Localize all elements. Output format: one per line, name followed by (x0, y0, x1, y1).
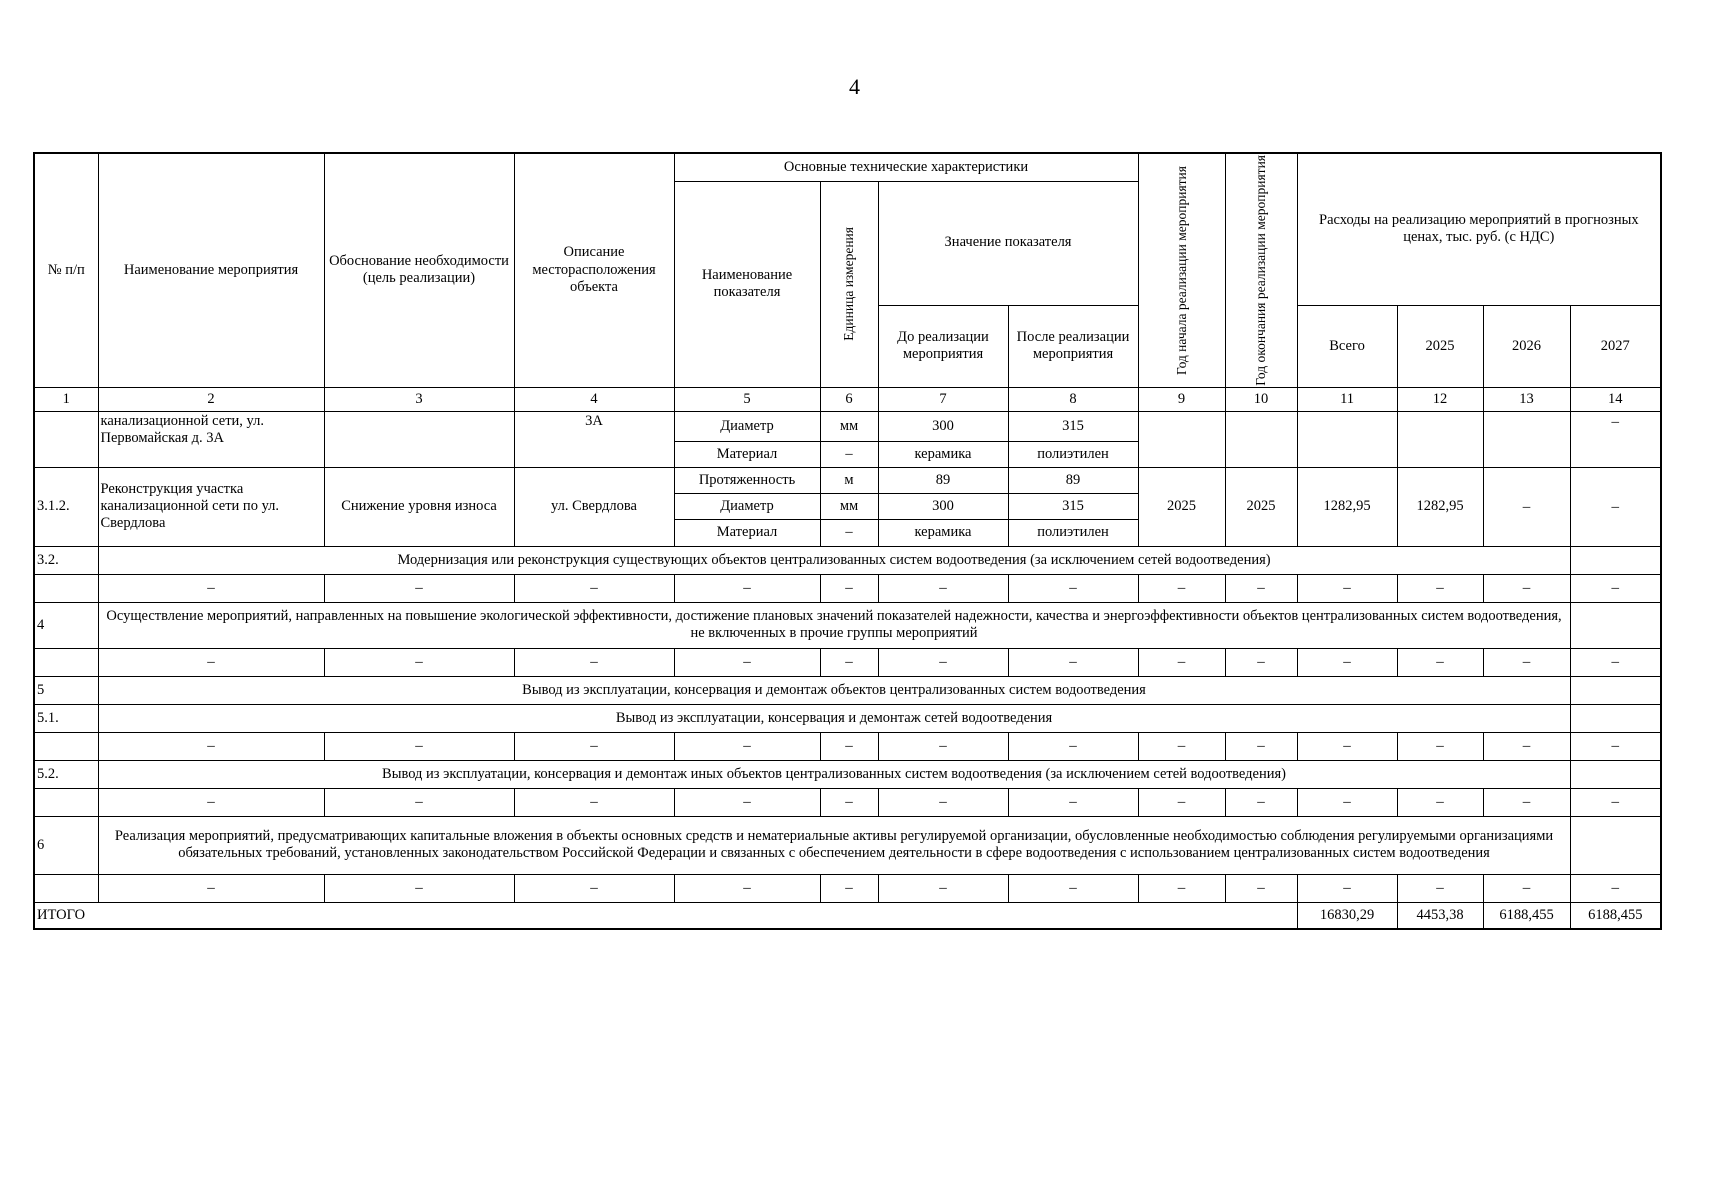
indicator-name: Материал (674, 441, 820, 467)
header-indicator-name: Наименование показателя (674, 181, 820, 387)
section-row (34, 546, 1661, 574)
item-total: 1282,95 (1297, 467, 1397, 546)
dash-cell: – (674, 874, 820, 902)
dash-cell: – (1138, 732, 1225, 760)
dash-row (34, 874, 1661, 902)
indicator-unit: мм (820, 493, 878, 519)
table-row (34, 467, 1661, 493)
section-title: Вывод из эксплуатации, консервация и демонтаж сетей водоотведения (98, 704, 1570, 732)
dash-row-num (34, 574, 98, 602)
col-number: 4 (514, 387, 674, 411)
dash-row-num (34, 874, 98, 902)
item-num: 3.1.2. (34, 467, 98, 546)
cont-year-end (1225, 411, 1297, 467)
dash-cell: – (1570, 788, 1661, 816)
dash-cell: – (324, 874, 514, 902)
cont-year-start (1138, 411, 1225, 467)
indicator-unit: – (820, 441, 878, 467)
cont-name: канализационной сети, ул. Первомайская д. 3А (98, 411, 324, 467)
item-year-start: 2025 (1138, 467, 1225, 546)
indicator-name: Материал (674, 519, 820, 546)
item-location: ул. Свердлова (514, 467, 674, 546)
dash-cell: – (878, 732, 1008, 760)
header-year-start: Год начала реализации мероприятия (1138, 153, 1225, 387)
dash-cell: – (1570, 574, 1661, 602)
section-num: 5 (34, 676, 98, 704)
dash-cell: – (514, 788, 674, 816)
col-number: 9 (1138, 387, 1225, 411)
indicator-after: полиэтилен (1008, 441, 1138, 467)
item-2026: – (1483, 467, 1570, 546)
header-name: Наименование мероприятия (98, 153, 324, 387)
section-num: 6 (34, 816, 98, 874)
section-row (34, 704, 1661, 732)
cont-num (34, 411, 98, 467)
dash-cell: – (514, 648, 674, 676)
dash-cell: – (1397, 648, 1483, 676)
page-number: 4 (849, 74, 860, 99)
dash-cell: – (1483, 648, 1570, 676)
dash-cell: – (1225, 574, 1297, 602)
header-total: Всего (1297, 305, 1397, 387)
dash-cell: – (1397, 788, 1483, 816)
indicator-after: полиэтилен (1008, 519, 1138, 546)
dash-cell: – (674, 648, 820, 676)
totals-row (34, 902, 1661, 929)
section-row (34, 602, 1661, 648)
totals-2026: 6188,455 (1483, 902, 1570, 929)
col-number: 6 (820, 387, 878, 411)
cont-justification (324, 411, 514, 467)
section-title: Вывод из эксплуатации, консервация и демонтаж иных объектов централизованных систем водоотведения (за исключением сетей водоотведения) (98, 760, 1570, 788)
header-tech-group: Основные технические характеристики (674, 153, 1138, 181)
dash-cell: – (1225, 874, 1297, 902)
section-title: Модернизация или реконструкция существующих объектов централизованных систем водоотведения (за исключением сетей водоотведения) (98, 546, 1570, 574)
dash-cell: – (1297, 648, 1397, 676)
col-number: 7 (878, 387, 1008, 411)
header-cost-group: Расходы на реализацию мероприятий в прогнозных ценах, тыс. руб. (с НДС) (1297, 153, 1661, 305)
dash-row (34, 732, 1661, 760)
dash-cell: – (1008, 732, 1138, 760)
dash-cell: – (1397, 574, 1483, 602)
dash-cell: – (324, 648, 514, 676)
item-name: Реконструкция участка канализационной сети по ул. Свердлова (98, 467, 324, 546)
dash-cell: – (1138, 788, 1225, 816)
dash-cell: – (1138, 874, 1225, 902)
section-title: Реализация мероприятий, предусматривающих капитальные вложения в объекты основных средств и нематериальные активы регулируемой организации, обусловленные необходимостью соблюдения регулируемыми организациями обязательных требований, установленных законодательством Российской Федерации и связанных с обеспечением деятельности в сфере водоотведения с использованием централизованных систем водоотведения (98, 816, 1570, 874)
dash-cell: – (1008, 874, 1138, 902)
dash-cell: – (1570, 874, 1661, 902)
dash-cell: – (324, 574, 514, 602)
section-title: Осуществление мероприятий, направленных на повышение экологической эффективности, достижение плановых значений показателей надежности, качества и энергоэффективности объектов централизованных систем водоотведения, не включенных в прочие группы мероприятий (98, 602, 1570, 648)
dash-cell: – (1297, 574, 1397, 602)
dash-cell: – (1483, 732, 1570, 760)
indicator-unit: – (820, 519, 878, 546)
section-end-cell (1570, 816, 1661, 874)
dash-row-num (34, 648, 98, 676)
dash-cell: – (1397, 874, 1483, 902)
section-row (34, 676, 1661, 704)
dash-cell: – (514, 732, 674, 760)
indicator-before: керамика (878, 441, 1008, 467)
indicator-name: Диаметр (674, 493, 820, 519)
indicator-unit: м (820, 467, 878, 493)
dash-cell: – (1297, 788, 1397, 816)
totals-2025: 4453,38 (1397, 902, 1483, 929)
dash-cell: – (1570, 648, 1661, 676)
section-end-cell (1570, 602, 1661, 648)
section-end-cell (1570, 676, 1661, 704)
header-2027: 2027 (1570, 305, 1661, 387)
dash-cell: – (1008, 574, 1138, 602)
section-end-cell (1570, 704, 1661, 732)
dash-cell: – (1483, 574, 1570, 602)
dash-cell: – (820, 788, 878, 816)
totals-2027: 6188,455 (1570, 902, 1661, 929)
dash-cell: – (1225, 732, 1297, 760)
section-row (34, 816, 1661, 874)
dash-cell: – (98, 648, 324, 676)
section-num: 4 (34, 602, 98, 648)
dash-cell: – (878, 574, 1008, 602)
column-numbers-row (34, 387, 1661, 411)
dash-cell: – (1570, 732, 1661, 760)
totals-label: ИТОГО (34, 902, 1297, 929)
dash-cell: – (98, 732, 324, 760)
section-num: 5.1. (34, 704, 98, 732)
col-number: 12 (1397, 387, 1483, 411)
cont-location: 3А (514, 411, 674, 467)
cont-total (1297, 411, 1397, 467)
dash-cell: – (878, 874, 1008, 902)
section-row (34, 760, 1661, 788)
section-num: 5.2. (34, 760, 98, 788)
dash-cell: – (1008, 648, 1138, 676)
dash-cell: – (514, 874, 674, 902)
dash-cell: – (1225, 788, 1297, 816)
indicator-after: 89 (1008, 467, 1138, 493)
dash-cell: – (820, 574, 878, 602)
col-number: 2 (98, 387, 324, 411)
cont-2027: – (1570, 411, 1661, 467)
indicator-before: 89 (878, 467, 1008, 493)
col-number: 10 (1225, 387, 1297, 411)
header-after: После реализации мероприятия (1008, 305, 1138, 387)
indicator-before: 300 (878, 411, 1008, 441)
section-num: 3.2. (34, 546, 98, 574)
table-row (34, 411, 1661, 441)
indicator-name: Диаметр (674, 411, 820, 441)
item-2025: 1282,95 (1397, 467, 1483, 546)
dash-cell: – (820, 732, 878, 760)
dash-row-num (34, 732, 98, 760)
item-year-end: 2025 (1225, 467, 1297, 546)
header-2026: 2026 (1483, 305, 1570, 387)
item-2027: – (1570, 467, 1661, 546)
dash-cell: – (1483, 874, 1570, 902)
indicator-unit: мм (820, 411, 878, 441)
indicator-before: 300 (878, 493, 1008, 519)
header-location: Описание месторасположения объекта (514, 153, 674, 387)
header-justification: Обоснование необходимости (цель реализации) (324, 153, 514, 387)
dash-cell: – (674, 732, 820, 760)
dash-cell: – (1483, 788, 1570, 816)
header-num: № п/п (34, 153, 98, 387)
dash-cell: – (1138, 574, 1225, 602)
measures-table (33, 152, 1662, 930)
col-number: 8 (1008, 387, 1138, 411)
dash-row (34, 574, 1661, 602)
indicator-after: 315 (1008, 493, 1138, 519)
dash-cell: – (1297, 732, 1397, 760)
header-year-end: Год окончания реализации мероприятия (1225, 153, 1297, 387)
dash-cell: – (1225, 648, 1297, 676)
dash-cell: – (1138, 648, 1225, 676)
dash-row-num (34, 788, 98, 816)
dash-cell: – (98, 874, 324, 902)
dash-cell: – (878, 788, 1008, 816)
col-number: 11 (1297, 387, 1397, 411)
cont-2026 (1483, 411, 1570, 467)
header-2025: 2025 (1397, 305, 1483, 387)
section-title: Вывод из эксплуатации, консервация и демонтаж объектов централизованных систем водоотведения (98, 676, 1570, 704)
dash-cell: – (878, 648, 1008, 676)
header-row-1 (34, 153, 1661, 181)
dash-row (34, 788, 1661, 816)
dash-cell: – (674, 574, 820, 602)
header-unit: Единица измерения (820, 181, 878, 387)
indicator-after: 315 (1008, 411, 1138, 441)
dash-cell: – (820, 874, 878, 902)
totals-total: 16830,29 (1297, 902, 1397, 929)
section-end-cell (1570, 546, 1661, 574)
item-justification: Снижение уровня износа (324, 467, 514, 546)
col-number: 3 (324, 387, 514, 411)
dash-cell: – (324, 788, 514, 816)
dash-cell: – (1397, 732, 1483, 760)
dash-cell: – (514, 574, 674, 602)
indicator-name: Протяженность (674, 467, 820, 493)
dash-cell: – (1008, 788, 1138, 816)
dash-cell: – (98, 574, 324, 602)
dash-cell: – (820, 648, 878, 676)
dash-row (34, 648, 1661, 676)
dash-cell: – (324, 732, 514, 760)
col-number: 14 (1570, 387, 1661, 411)
col-number: 1 (34, 387, 98, 411)
dash-cell: – (1297, 874, 1397, 902)
dash-cell: – (98, 788, 324, 816)
header-value-group: Значение показателя (878, 181, 1138, 305)
section-end-cell (1570, 760, 1661, 788)
header-before: До реализации мероприятия (878, 305, 1008, 387)
dash-cell: – (674, 788, 820, 816)
indicator-before: керамика (878, 519, 1008, 546)
col-number: 5 (674, 387, 820, 411)
col-number: 13 (1483, 387, 1570, 411)
cont-2025 (1397, 411, 1483, 467)
